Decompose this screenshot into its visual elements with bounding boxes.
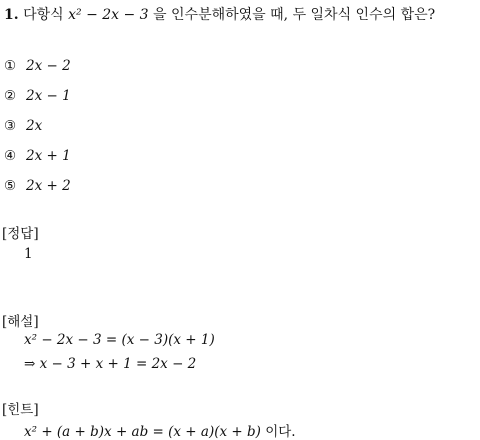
option-1[interactable] [4,58,71,74]
hint-label: [힌트] [2,402,39,418]
option-4[interactable] [4,148,71,164]
answer-value: 1 [24,246,33,262]
option-marker: ③ [4,118,17,134]
option-marker: ① [4,58,17,74]
option-text: 2x [26,118,43,134]
question-expression: x² − 2x − 3 [68,7,149,23]
option-3[interactable] [4,118,42,134]
question-number: 1. [4,7,19,23]
explanation-line-1: x² − 2x − 3 = (x − 3)(x + 1) [24,332,215,348]
hint-formula: x² + (a + b)x + ab = (x + a)(x + b) [24,424,261,440]
explanation-label: [해설] [2,314,39,330]
option-5[interactable] [4,178,71,194]
option-marker: ⑤ [4,178,17,194]
option-marker: ④ [4,148,17,164]
option-marker: ② [4,88,17,104]
option-text: 2x − 2 [26,58,71,74]
answer-label: [정답] [2,226,39,242]
hint-suffix: 이다. [265,424,296,440]
option-text: 2x + 1 [26,148,71,164]
option-text: 2x + 2 [26,178,71,194]
question [4,4,435,24]
question-text-before: 다항식 [23,7,64,23]
option-2[interactable] [4,88,71,104]
explanation-line-2: ⇒ x − 3 + x + 1 = 2x − 2 [24,356,197,372]
hint-line [24,420,296,440]
question-text-after: 을 인수분해하였을 때, 두 일차식 인수의 합은? [153,7,436,23]
option-text: 2x − 1 [26,88,71,104]
